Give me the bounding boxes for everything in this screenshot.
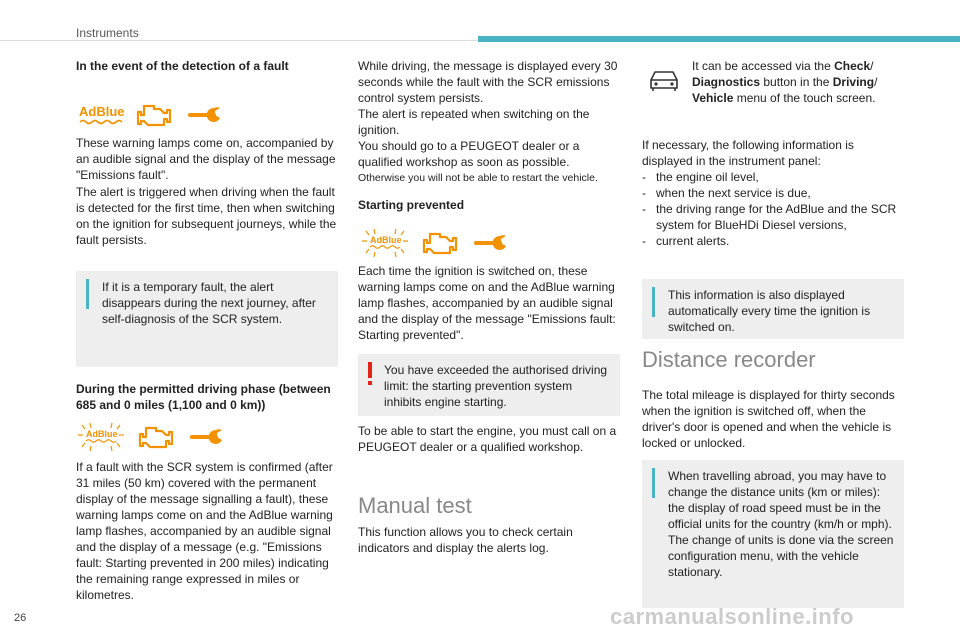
engine-fault-icon	[136, 100, 174, 130]
paragraph: Otherwise you will not be able to restart the vehicle.	[358, 172, 598, 184]
lamp-row-fault	[78, 98, 226, 132]
engine-fault-icon	[422, 228, 460, 258]
section-header: Instruments	[76, 26, 139, 40]
warning-text: You have exceeded the authorised driving limit: the starting prevention system inhibits engine starting.	[384, 363, 608, 409]
adblue-flashing-icon	[360, 227, 410, 259]
paragraph: The total mileage is displayed for thirty seconds when the ignition is switched off, when the driver's door is opened and when the vehicle is locked or unlocked.	[642, 388, 895, 450]
info-box	[642, 460, 904, 608]
info-marker-icon	[652, 287, 655, 317]
lamp-row-starting	[360, 226, 512, 260]
paragraph: If a fault with the SCR system is confirmed (after 31 miles (50 km) covered with the permanent display of the message signalling a fault), these warning lamps come on and the AdBlue warning lamp flashes, accompanied by an audible signal and the display of a message (e.g. "Emissions fault: Starting prevented in 200 miles) indicating the remaining range expressed in miles or kilometres.	[76, 460, 333, 602]
warning-box	[358, 354, 620, 416]
info-marker-icon	[86, 279, 89, 309]
list-item: - the driving range for the AdBlue and the SCR system for BlueHDi Diesel versions,	[642, 202, 897, 232]
page-number: 26	[14, 612, 27, 624]
info-list	[642, 169, 904, 249]
service-wrench-icon	[472, 232, 512, 254]
vehicle-link: Vehicle	[692, 91, 734, 105]
engine-fault-icon	[138, 422, 176, 452]
info-box	[642, 279, 904, 339]
check-link: Check	[834, 59, 871, 73]
adblue-flashing-icon	[76, 421, 126, 453]
list-item: - the engine oil level,	[642, 170, 759, 184]
exclamation-warning-icon	[366, 362, 374, 386]
svg-text:AdBlue: AdBlue	[370, 235, 402, 245]
info-text: This information is also displayed automatically every time the ignition is switched on.	[668, 288, 871, 334]
driving-link: Driving	[832, 75, 875, 89]
heading-starting-prevented: Starting prevented	[358, 198, 465, 212]
info-marker-icon	[652, 468, 655, 498]
list-item: - current alerts.	[642, 234, 730, 248]
paragraph: These warning lamps come on, accompanied by an audible signal and the display of the message "Emissions fault".	[76, 136, 336, 182]
paragraph: The alert is triggered when driving when the fault is detected for the first time, then when switching on the ignition for subsequent journeys, while the fault persists.	[76, 185, 337, 247]
paragraph: Each time the ignition is switched on, these warning lamps come on and the AdBlue warning lamp flashes, accompanied by an audible signal and the display of the message "Emissions fault: Starting prevented".	[358, 264, 616, 342]
paragraph: The alert is repeated when switching on the ignition.	[358, 107, 590, 137]
lamp-row-permitted	[76, 420, 228, 454]
heading-fault-detection: In the event of the detection of a fault	[76, 59, 289, 73]
car-diagnostics-icon	[646, 68, 682, 92]
paragraph: While driving, the message is displayed every 30 seconds while the fault with the SCR emissions control system persists.	[358, 59, 618, 105]
info-box	[76, 271, 338, 367]
paragraph: This function allows you to check certain indicators and display the alerts log.	[358, 525, 573, 555]
service-wrench-icon	[188, 426, 228, 448]
paragraph: To be able to start the engine, you must call on a PEUGEOT dealer or a qualified workshop.	[358, 424, 617, 454]
info-text: When travelling abroad, you may have to change the distance units (km or miles): the display of road speed must be in the official units for the country (km/h or mph). The change of units is done via the screen configuration menu, with the vehicle stationary.	[668, 469, 894, 579]
heading-permitted-driving: During the permitted driving phase (between 685 and 0 miles (1,100 and 0 km))	[76, 382, 331, 412]
svg-text:AdBlue: AdBlue	[86, 429, 118, 439]
watermark: carmanualsonline.info	[610, 604, 854, 629]
svg-text:AdBlue: AdBlue	[79, 104, 124, 119]
diagnostics-link: Diagnostics	[692, 75, 761, 89]
section-title-manual-test: Manual test	[358, 493, 472, 518]
info-text: If it is a temporary fault, the alert disappears during the next journey, after self-diagnosis of the SCR system.	[102, 280, 316, 326]
paragraph: If necessary, the following information is displayed in the instrument panel:	[642, 138, 854, 168]
adblue-warning-icon	[78, 101, 124, 129]
paragraph: You should go to a PEUGEOT dealer or a qualified workshop as soon as possible.	[358, 139, 580, 169]
service-wrench-icon	[186, 104, 226, 126]
section-title-distance-recorder: Distance recorder	[642, 347, 816, 372]
header-accent-bar	[478, 36, 960, 42]
header-rule	[0, 40, 478, 41]
list-item: - when the next service is due,	[642, 186, 811, 200]
access-paragraph: It can be accessed via the Check/ Diagnostics button in the Driving/ Vehicle menu of the touch screen.	[692, 59, 878, 105]
